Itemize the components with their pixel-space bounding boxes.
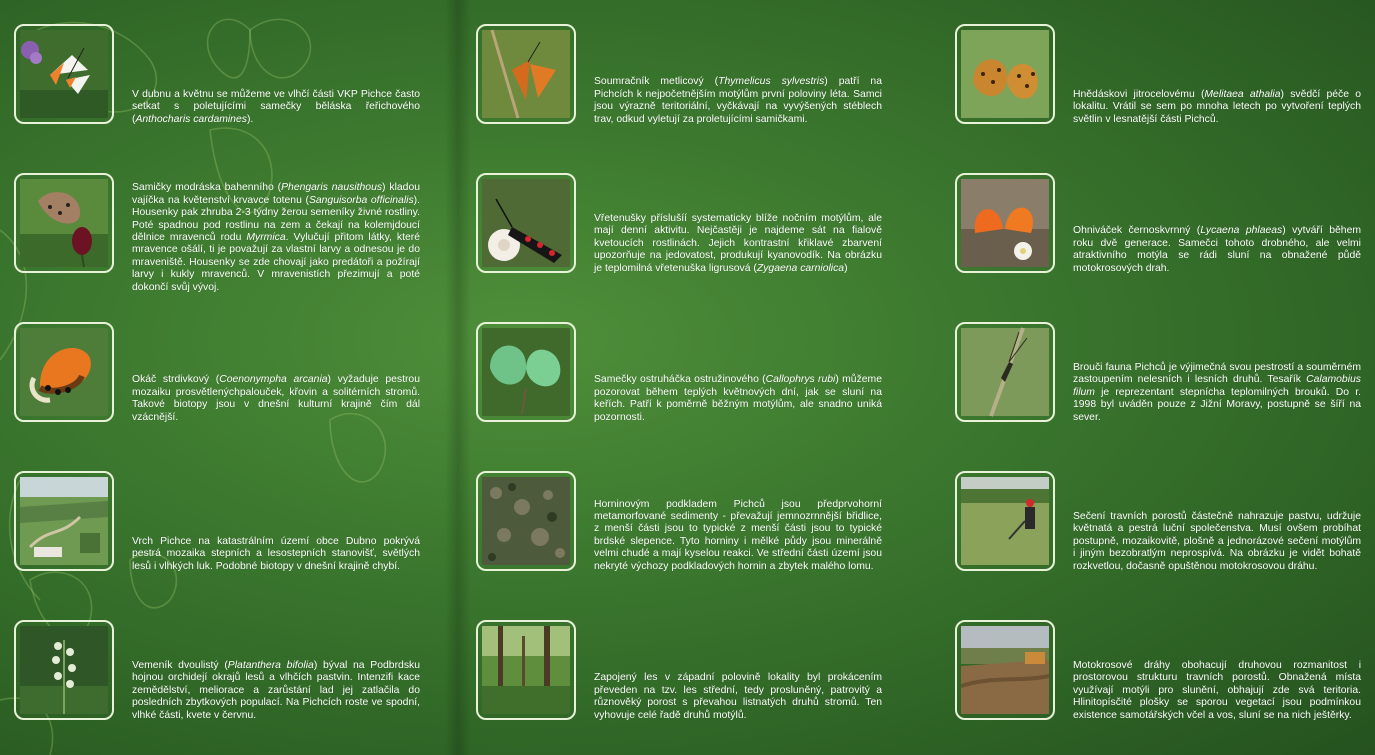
small-copper-photo: [961, 179, 1049, 267]
entry-text: Zapojený les v západní polovině lokality byl prokácením převeden na tzv. les střední, tedy prosluněný, patrovitý a různověký porost s převahou listnatých druhů stromů. Ten vyhovuje celé řadě druhů motýlů.: [594, 672, 882, 721]
entry-text: Motokrosové dráhy obohacují druhovou rozmanitost i prostorovou strukturu travních porostů. Obnažená místa využívají motýli pro slunění, obhajují zde svá teritoria. Hlinitopísčité plošky se sporou vegetací jsou podmínkou existence samotářských včel a vos, sluní se na nich ještěrky.: [1073, 659, 1361, 721]
entry-bedrock: [476, 471, 896, 579]
small-skipper-photo: [482, 30, 570, 118]
entry-text: V dubnu a květnu se můžeme ve vlhčí části VKP Pichce často setkat s poletujícími samečky běláska řeřichového (Anthocharis cardamines).: [132, 88, 420, 125]
entry-orange-tip: [14, 24, 434, 132]
photo-frame: [476, 471, 576, 571]
photo-frame: [955, 471, 1055, 571]
entry-text: Sečení travních porostů částečně nahrazuje pastvu, udržuje květnatá a pestrá luční společenstva. Musí ovšem probíhat postupně, mozaikovitě, plošně a jednorázové sečení motýlům i jiným bezobratlým neprospívá. Na obrázku je vidět bohatě rozkvetlou, dočasně opuštěnou motokrosovou dráhu.: [1073, 510, 1361, 572]
page-spine-shadow: [445, 0, 471, 755]
entry-longhorn-beetle: [955, 322, 1375, 430]
entry-pearly-heath: [14, 322, 434, 430]
entry-burnet-moth: [476, 173, 896, 281]
longhorn-beetle-on-stem-photo: [961, 328, 1049, 416]
rocky-ground-photo: [482, 477, 570, 565]
entry-text: Brouči fauna Pichců je výjimečná svou pestrostí a souměrném zastoupením nelesních i lesních druhů. Tesařík Calamobius filum je reprezentant stepnícha teplomilných brouků. Do r. 1998 byl uváděn pouze z Jižní Moravy, postupně se šíří na sever.: [1073, 361, 1361, 423]
sunlit-forest-photo: [482, 626, 570, 714]
entry-motocross: [955, 620, 1375, 728]
butterfly-orchid-photo: [20, 626, 108, 714]
photo-frame: [476, 322, 576, 422]
photo-frame: [476, 24, 576, 124]
photo-frame: [476, 173, 576, 273]
large-blue-butterfly-on-burnet-photo: [20, 179, 108, 267]
photo-frame: [955, 173, 1055, 273]
aerial-landscape-photo: [20, 477, 108, 565]
entry-text: Horninovým podkladem Pichců jsou předprvohorní metamorfované sedimenty - převažují jemnozrnnější břidlice, z menší části jsou to typické z menší části jsou to typické brdské slepence. Tyto horniny i mělké půdy jsou minerálně velmi chudé a mají kyselou reakci. Ve střední části území jsou nekryté výchozy podkladových hornin a zbytek malého lomu.: [594, 498, 882, 572]
entry-text: Samečky ostruháčka ostružinového (Callophrys rubi) můžeme pozorovat během teplých květnových dní, jak se sluní na keřích. Patří k poměrně běžným motýlům, ale snadno uniká pozornosti.: [594, 374, 882, 423]
photo-frame: [14, 620, 114, 720]
entry-large-blue: [14, 173, 434, 293]
photo-frame: [476, 620, 576, 720]
photo-frame: [14, 173, 114, 273]
entry-aerial-landscape: [14, 471, 434, 579]
entry-text: Vrch Pichce na katastrálním území obce Dubno pokrývá pestrá mozaika stepních a lesostepních stanovišť, světlých lesů i vlhkých luk. Podobné biotopy v dnešní krajině chybí.: [132, 535, 420, 572]
entry-text: Ohniváček černoskvrnný (Lycaena phlaeas) vytváří během roku dvě generace. Samečci tohoto drobného, ale velmi atraktivního motýla se rádi sluní na obnažené půdě motokrosových drah.: [1073, 225, 1362, 274]
entry-text: Okáč strdivkový (Coenonympha arcania) vyžaduje pestrou mozaiku prosvětlenýchpalouček, křovin a solitérních stromů. Takové biotopy jsou v dnešní kulturní krajině čím dál vzácnější.: [132, 374, 420, 423]
orange-tip-butterfly-photo: [20, 30, 108, 118]
entry-heath-fritillary: [955, 24, 1375, 132]
photo-frame: [955, 620, 1055, 720]
green-hairstreak-photo: [482, 328, 570, 416]
entry-text: Vemeník dvoulistý (Platanthera bifolia) býval na Podbrdsku hojnou orchidejí okrajů lesů a vlhčích pastvin. Intenzifi kace zemědělství, meliorace a zarůstání lad jej zatlačila do posledních zbytkových populací. Na Pichcích roste ve spodní, vlhké části, kvete v červnu.: [132, 659, 420, 721]
photo-frame: [955, 24, 1055, 124]
motocross-track-photo: [961, 626, 1049, 714]
mowing-meadow-photo: [961, 477, 1049, 565]
entry-green-hairstreak: [476, 322, 896, 430]
entry-text: Vřetenušky příslušíí systematicky blíže nočním motýlům, ale mají denní aktivitu. Nejčastěji je najdeme sát na fialově kvetoucích rostlinách. Jejich kontrastní křiklavé zbarvení upozorňuje na jedovatost, produkují kyanovodík. Na obrázku je teplomilná vřetenuška ligrusová (Zygaena carniolica): [594, 212, 882, 274]
entry-text: Hnědáskovi jitrocelovému (Melitaea athalia) svědčí péče o lokalitu. Vrátil se sem po mnoha letech po vytvoření teplých světlin v lesnatější části Pichců.: [1073, 88, 1361, 125]
entry-butterfly-orchid: [14, 620, 434, 728]
entry-mowing: [955, 471, 1375, 579]
photo-frame: [14, 322, 114, 422]
heath-fritillary-photo: [961, 30, 1049, 118]
entry-text: Samičky modráska bahenního (Phengaris nausithous) kladou vajíčka na květenství krvavce totenu (Sanguisorba officinalis). Housenky pak zhruba 2-3 týdny žerou semeníky živné rostliny. Poté spadnou pod rostlinu na zem a čekají na kolemjdoucí dělnice mravenců rodu Myrmica. Vylučují přitom látky, které mravence ošálí, ti je považují za vlastní larvy a odnesou je do mraveniště. Housenky se zde chovají jako predátoři a požírají larvy i kukly mravenců. V mravenistích přezimují a poté dokončí svůj vývoj.: [132, 182, 421, 293]
burnet-moth-on-clover-photo: [482, 179, 570, 267]
photo-frame: [14, 471, 114, 571]
entry-small-copper: [955, 173, 1375, 281]
photo-frame: [955, 322, 1055, 422]
entry-text: Soumračník metlicový (Thymelicus sylvestris) patří na Pichcích k nejpočetnějším motýlům první poloviny léta. Samci jsou výrazně teritoriální, vyčkávají na vyvýšených stéblech trav, odkud vyletují za proletujícími samičkami.: [594, 76, 882, 125]
photo-frame: [14, 24, 114, 124]
entry-small-skipper: [476, 24, 896, 132]
entry-middle-forest: [476, 620, 896, 728]
pearly-heath-butterfly-photo: [20, 328, 108, 416]
